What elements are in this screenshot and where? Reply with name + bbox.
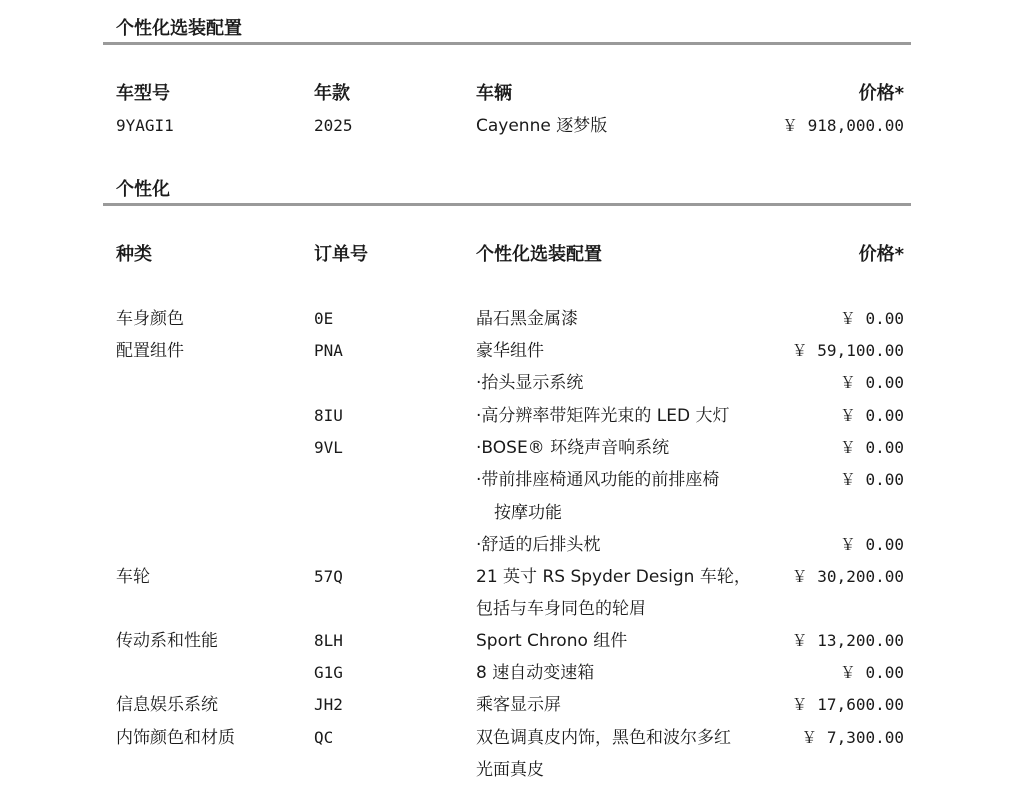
- row-item: ·BOSE® 环绕声音响系统: [476, 438, 670, 458]
- header-vehicle: 车辆: [476, 83, 512, 104]
- vehicle-row: [0, 110, 1024, 136]
- row-category: 内饰颜色和材质: [116, 728, 235, 748]
- row-price: ￥ 0.00: [839, 470, 904, 489]
- row-item-continued: 光面真皮: [476, 760, 544, 780]
- row-item: 21 英寸 RS Spyder Design 车轮，: [476, 567, 751, 587]
- row-code: 9VL: [314, 438, 343, 457]
- table-row: [0, 529, 1024, 555]
- row-price: ￥ 0.00: [839, 663, 904, 682]
- row-item-continued: 包括与车身同色的轮眉: [476, 599, 646, 619]
- section-divider: [103, 203, 911, 206]
- header-model: 车型号: [116, 83, 170, 104]
- row-code: 0E: [314, 309, 334, 328]
- table-row: [0, 722, 1024, 780]
- header-option: 个性化选装配置: [476, 244, 602, 265]
- row-item: 晶石黑金属漆: [476, 309, 578, 329]
- row-item: 乘客显示屏: [476, 695, 561, 715]
- row-item: ·抬头显示系统: [476, 373, 584, 393]
- row-item: 双色调真皮内饰，黑色和波尔多红: [476, 728, 731, 748]
- row-price: ￥ 0.00: [839, 406, 904, 425]
- row-category: 传动系和性能: [116, 631, 218, 651]
- table-row: [0, 561, 1024, 619]
- section-title-personal: 个性化: [116, 179, 170, 200]
- header-price: 价格*: [858, 244, 904, 265]
- table-row: [0, 625, 1024, 651]
- header-year: 年款: [314, 83, 350, 104]
- row-code: 8LH: [314, 631, 343, 650]
- row-category: 车身颜色: [116, 309, 184, 329]
- row-code: QC: [314, 728, 334, 747]
- table-row: [0, 335, 1024, 361]
- vehicle-header-row: [0, 78, 1024, 104]
- table-row: [0, 689, 1024, 715]
- row-price: ￥ 30,200.00: [791, 567, 904, 586]
- row-price: ￥ 0.00: [839, 535, 904, 554]
- row-code: PNA: [314, 341, 343, 360]
- row-item: ·高分辨率带矩阵光束的 LED 大灯: [476, 406, 730, 426]
- row-category: 配置组件: [116, 341, 184, 361]
- vehicle-model: 9YAGI1: [116, 116, 174, 135]
- table-row: [0, 303, 1024, 329]
- row-price: ￥ 0.00: [839, 309, 904, 328]
- table-row: [0, 464, 1024, 522]
- row-category: 车轮: [116, 567, 150, 587]
- options-header-row: [0, 239, 1024, 265]
- section-title-config: 个性化选装配置: [116, 18, 242, 39]
- row-category: 信息娱乐系统: [116, 695, 218, 715]
- table-row: [0, 400, 1024, 426]
- row-price: ￥ 0.00: [839, 438, 904, 457]
- table-row: [0, 432, 1024, 458]
- header-price: 价格*: [858, 83, 904, 104]
- table-row: [0, 657, 1024, 683]
- row-code: G1G: [314, 663, 343, 682]
- row-price: ￥ 0.00: [839, 373, 904, 392]
- row-price: ￥ 7,300.00: [801, 728, 904, 747]
- vehicle-price: ￥ 918,000.00: [782, 116, 904, 135]
- row-code: 8IU: [314, 406, 343, 425]
- row-price: ￥ 59,100.00: [791, 341, 904, 360]
- row-item: ·带前排座椅通风功能的前排座椅: [476, 470, 720, 490]
- row-price: ￥ 13,200.00: [791, 631, 904, 650]
- row-item: 豪华组件: [476, 341, 544, 361]
- row-code: 57Q: [314, 567, 343, 586]
- vehicle-year: 2025: [314, 116, 353, 135]
- row-item: ·舒适的后排头枕: [476, 535, 601, 555]
- row-item-continued: 按摩功能: [494, 503, 562, 523]
- header-order-code: 订单号: [314, 244, 368, 265]
- section-divider: [103, 42, 911, 45]
- header-category: 种类: [116, 244, 152, 265]
- vehicle-name: Cayenne 逐梦版: [476, 116, 608, 136]
- row-item: Sport Chrono 组件: [476, 631, 628, 651]
- row-code: JH2: [314, 695, 343, 714]
- table-row: [0, 367, 1024, 393]
- row-item: 8 速自动变速箱: [476, 663, 595, 683]
- row-price: ￥ 17,600.00: [791, 695, 904, 714]
